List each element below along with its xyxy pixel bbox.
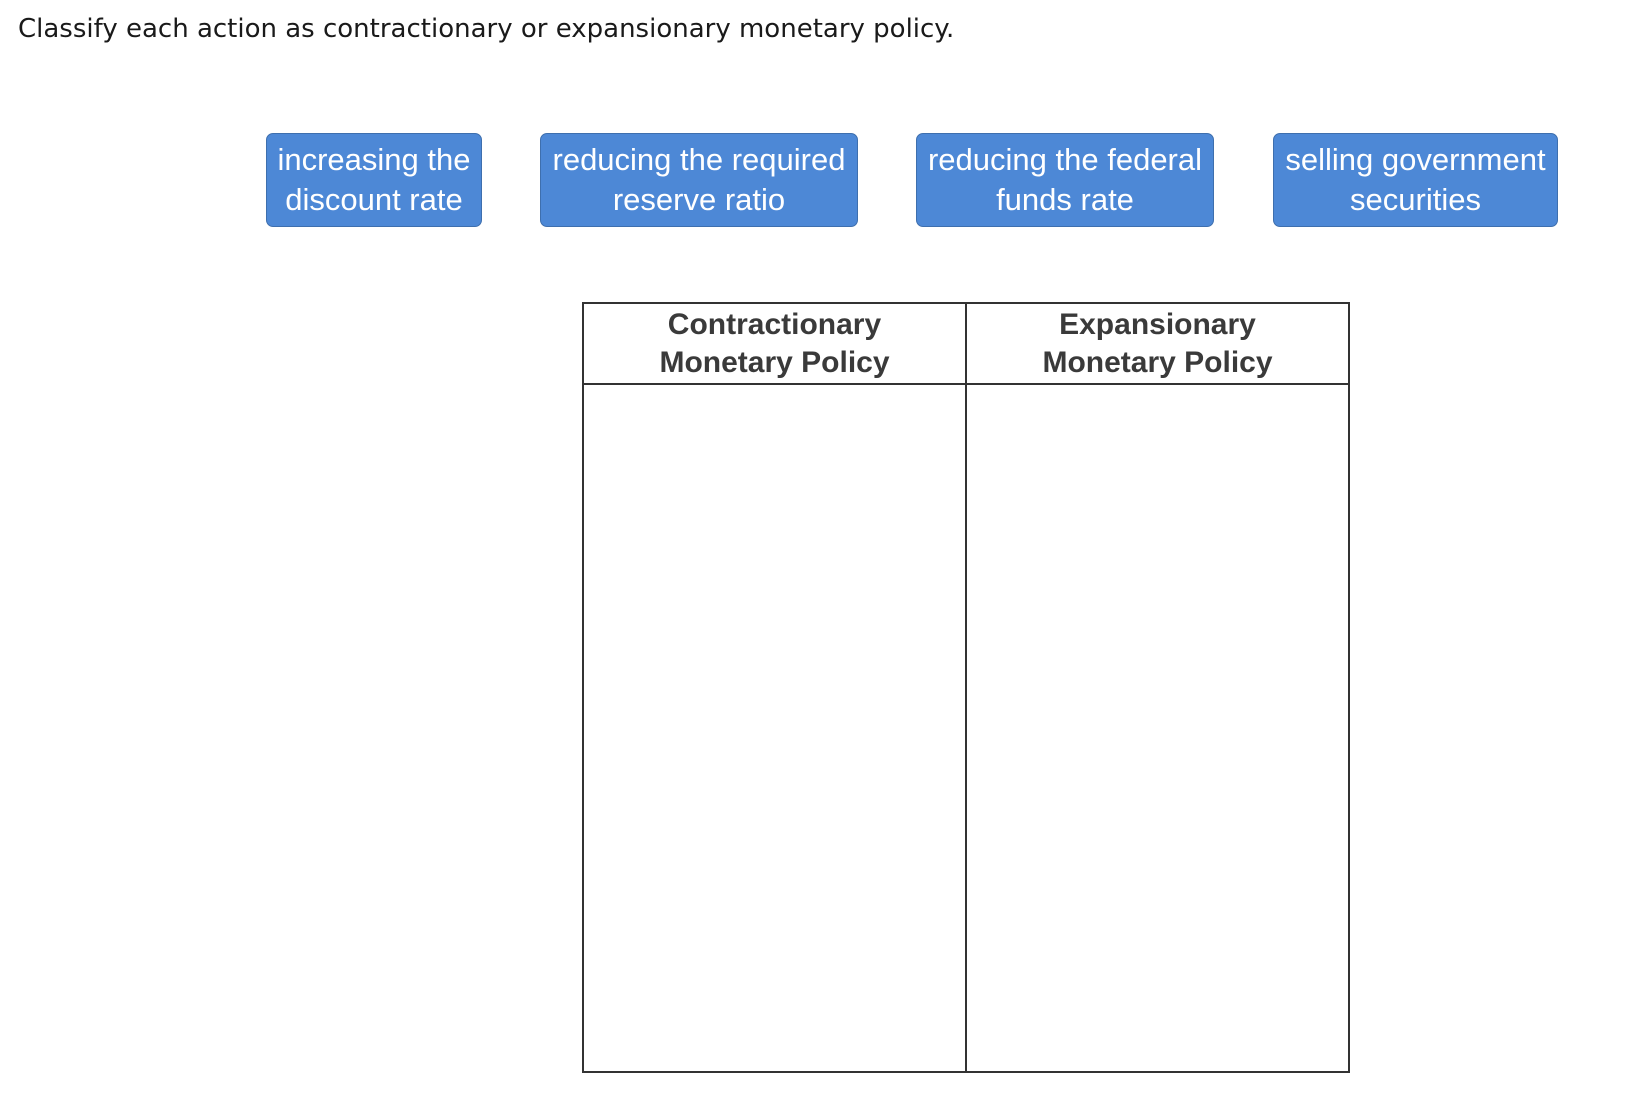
bin-header-line-1: Expansionary [1059,307,1256,341]
bin-header-line-2: Monetary Policy [1042,345,1273,379]
item-label-line-2: reserve ratio [612,182,786,217]
item-label-line-2: securities [1350,182,1481,217]
drop-zone-expansionary[interactable] [967,385,1348,1071]
item-label-line-1: reducing the required [552,142,846,177]
item-label-line-1: reducing the federal [927,142,1203,177]
drop-zone-contractionary[interactable] [584,385,965,1071]
draggable-item-reducing-federal-funds-rate[interactable] [916,133,1214,227]
bin-header-line-2: Monetary Policy [659,345,890,379]
draggable-item-reducing-required-reserve-ratio[interactable] [540,133,858,227]
item-label-line-2: discount rate [285,182,463,217]
bin-header-expansionary [967,304,1348,385]
item-label-line-2: funds rate [996,182,1134,217]
draggable-item-increasing-discount-rate[interactable] [266,133,482,227]
item-label-line-1: selling government [1285,142,1546,177]
bin-contractionary [584,304,965,1071]
item-label-line-1: increasing the [277,142,471,177]
bin-header-contractionary [584,304,965,385]
classification-table [582,302,1350,1073]
bin-header-line-1: Contractionary [667,307,882,341]
draggable-item-selling-government-securities[interactable] [1273,133,1558,227]
question-prompt: Classify each action as contractionary or expansionary monetary policy. [18,14,955,44]
bin-expansionary [965,304,1348,1071]
